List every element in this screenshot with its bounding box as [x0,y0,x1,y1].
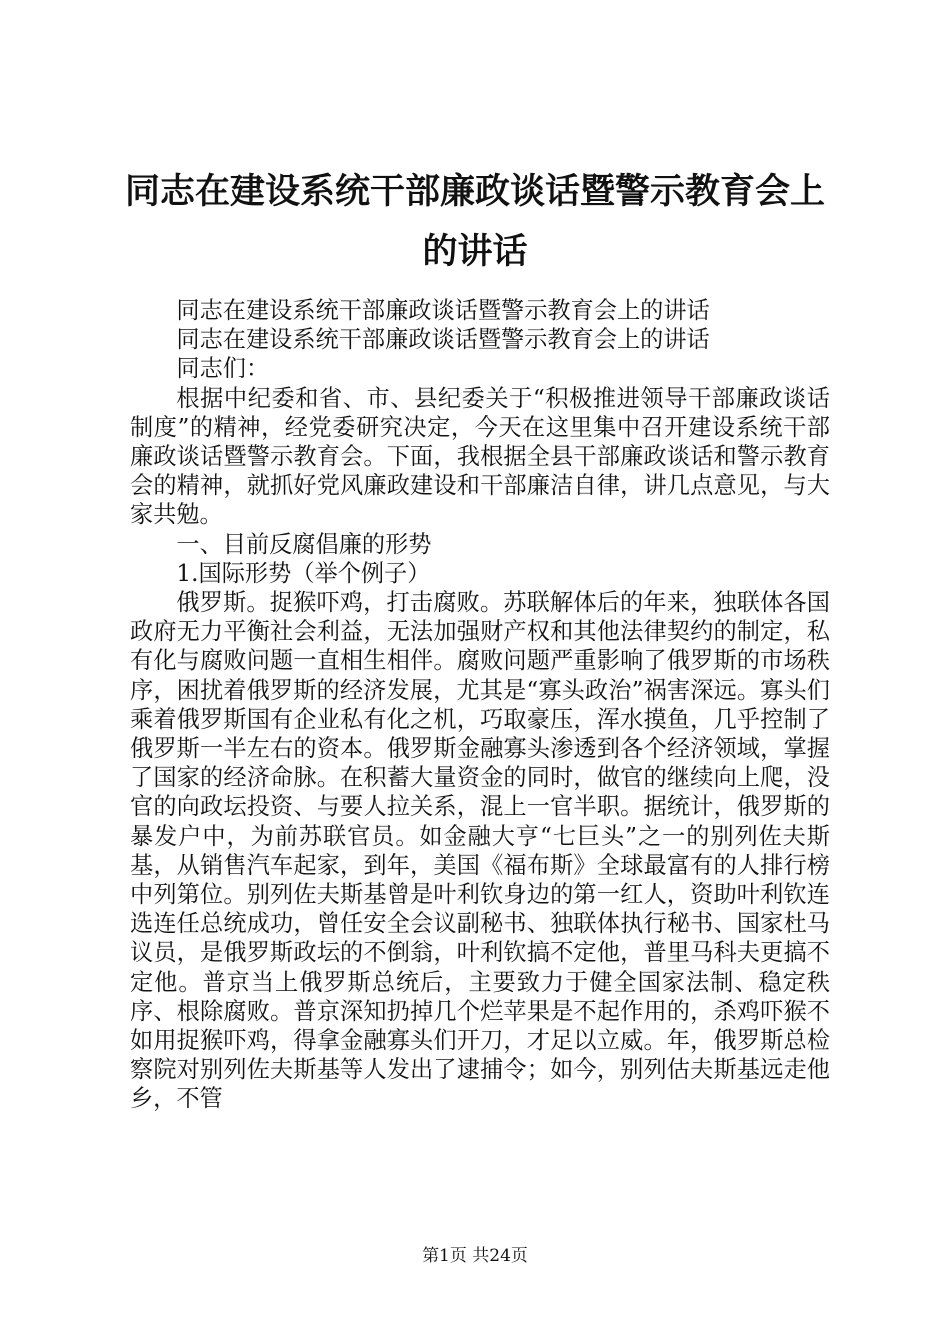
paragraph: 根据中纪委和省、市、县纪委关于“积极推进领导干部廉政谈话制度”的精神，经党委研究决定，今天在这里集中召开建设系统干部廉政谈话暨警示教育会。下面，我根据全县干部廉政谈话和警示教育会的精神，就抓好党风廉政建设和干部廉洁自律，讲几点意见，与大家共勉。 [130,384,830,529]
paragraph: 同志在建设系统干部廉政谈话暨警示教育会上的讲话 [176,297,710,324]
subsection-heading: 1.国际形势（举个例子） [176,559,431,587]
section-heading: 一、目前反腐倡廉的形势 [176,530,432,558]
paragraph: 同志在建设系统干部廉政谈话暨警示教育会上的讲话 [176,326,710,354]
paragraph: 俄罗斯。捉猴吓鸡，打击腐败。苏联解体后的年来，独联体各国政府无力平衡社会利益，无法加强财产权和其他法律契约的制定，私有化与腐败问题一直相生相伴。腐败问题严重影响了俄罗斯的市场秩序，困扰着俄罗斯的经济发展，尤其是“寡头政治”祸害深远。寡头们乘着俄罗斯国有企业私有化之机，巧取豪压，浑水摸鱼，几乎控制了俄罗斯一半左右的资本。俄罗斯金融寡头渗透到各个经济领域，掌握了国家的经济命脉。在积蓄大量资金的同时，做官的继续向上爬，没官的向政坛投资、与要人拉关系，混上一官半职。据统计，俄罗斯的暴发户中，为前苏联官员。如金融大亨“七巨头”之一的别列佐夫斯基，从销售汽车起家，到年，美国《福布斯》全球最富有的人排行榜中列第位。别列佐夫斯基曾是叶利钦身边的第一红人，资助叶利钦连选连任总统成功，曾任安全会议副秘书、独联体执行秘书、国家杜马议员，是俄罗斯政坛的不倒翁，叶利钦搞不定他，普里马科夫更搞不定他。普京当上俄罗斯总统后，主要致力于健全国家法制、稳定秩序、根除腐败。普京深知扔掉几个烂苹果是不起作用的，杀鸡吓猴不如用捉猴吓鸡，得拿金融寡头们开刀，才足以立威。年，俄罗斯总检察院对别列佐夫斯基等人发出了逮捕令；如今，别列估夫斯基远走他乡，不管 [130,589,830,1113]
page-footer: 第1页 共24页 [422,1246,528,1266]
document-body [130,296,830,1114]
document-title: 同志在建设系统干部廉政谈话暨警示教育会上的讲话 [124,171,825,272]
paragraph: 同志们： [176,355,270,383]
